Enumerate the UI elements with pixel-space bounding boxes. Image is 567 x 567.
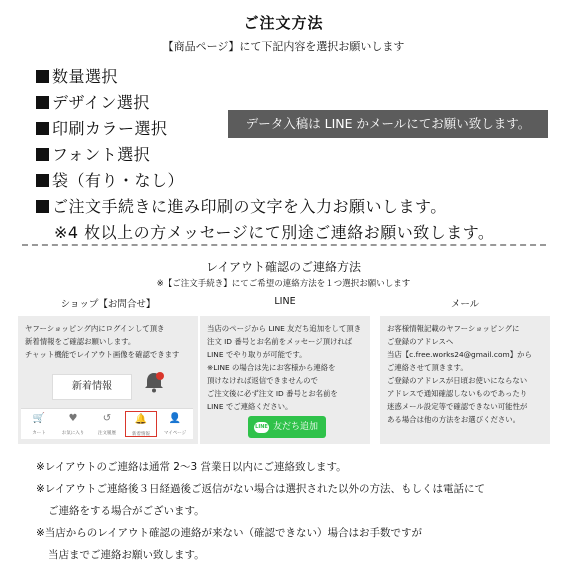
data-submission-banner: データ入稿は LINE かメールにてお願い致します。 bbox=[228, 110, 548, 138]
tab-cart[interactable]: 🛒 カート bbox=[23, 411, 55, 437]
mail-panel: お客様情報記載のヤフーショッピングに ご登録のアドレスへ 当店【c.free.works24@gmail.com】から ご連絡させて頂きます。 ご登録のアドレスが日頃お使いにならない アドレスで通知確認しないものであったり 迷惑メール設定等で確認できない可能性が ある場合は他の方法をお選びください。 bbox=[380, 316, 550, 444]
step-item: 数量選択 bbox=[36, 64, 494, 90]
step-item: 袋（有り・なし） bbox=[36, 168, 494, 194]
square-bullet-icon bbox=[36, 122, 49, 135]
step-item: 印刷カラー選択 bbox=[36, 116, 494, 142]
tab-order-history[interactable]: ↺ 注文履歴 bbox=[91, 411, 123, 437]
order-steps bbox=[36, 64, 494, 246]
note-line: ※レイアウトのご連絡は通常 2～3 営業日以内にご連絡致します。 bbox=[36, 461, 347, 473]
square-bullet-icon bbox=[36, 200, 49, 213]
square-bullet-icon bbox=[36, 70, 49, 83]
note-line: ※レイアウトご連絡後３日経過後ご返信がない場合は選択された以外の方法、もしくは電話にて bbox=[36, 483, 485, 495]
note-line: 当店までご連絡お願い致します。 bbox=[48, 549, 205, 561]
line-column-heading: LINE bbox=[274, 296, 296, 307]
cart-icon: 🛒 bbox=[32, 413, 46, 424]
shop-column-heading: ショップ【お問合せ】 bbox=[60, 299, 156, 310]
line-panel: 当店のページから LINE 友だち追加をして頂き 注文 ID 番号とお名前をメッセージ頂ければ LINE でやり取りが可能です。 ※LINE の場合は先にお客様から連絡を 頂けなければ返信できませんので ご注文後に必ず注文 ID 番号とお名前を LINE でご連絡ください。 LINE 友だち追加 bbox=[200, 316, 370, 444]
square-bullet-icon bbox=[36, 174, 49, 187]
step-item: デザイン選択 bbox=[36, 90, 494, 116]
line-logo-icon: LINE bbox=[254, 422, 269, 433]
line-add-friend-button[interactable]: LINE 友だち追加 bbox=[248, 416, 326, 438]
bell-icon: 🔔 bbox=[134, 414, 148, 425]
step-item: ご注文手続きに進み印刷の文字を入力お願いします。 bbox=[36, 194, 494, 220]
tab-my-page[interactable]: 👤 マイページ bbox=[159, 411, 191, 437]
step-item: フォント選択 bbox=[36, 142, 494, 168]
page-subtitle: 【商品ページ】にて下記内容を選択お願いします bbox=[162, 40, 405, 53]
tab-favorites[interactable]: ♥ お気に入り bbox=[57, 411, 89, 437]
note-line: ※当店からのレイアウト確認の連絡が来ない（確認できない）場合はお手数ですが bbox=[36, 527, 422, 539]
shop-panel: ヤフーショッピング内にログインして頂き 新着情報をご確認お願いします。 チャット機能でレイアウト画像を確認できます 新着情報 🛒 カート ♥ お気に入り ↺ 注文履歴 🔔 新着情報 👤 マイページ bbox=[18, 316, 198, 444]
heart-icon: ♥ bbox=[68, 413, 78, 424]
square-bullet-icon bbox=[36, 96, 49, 109]
square-bullet-icon bbox=[36, 148, 49, 161]
layout-section-title: レイアウト確認のご連絡方法 bbox=[205, 260, 362, 274]
note-line: ご連絡をする場合がございます。 bbox=[48, 505, 205, 517]
history-icon: ↺ bbox=[102, 413, 112, 424]
tab-new-info[interactable]: 🔔 新着情報 bbox=[125, 411, 157, 437]
footer-notes bbox=[36, 456, 485, 566]
dashed-divider bbox=[22, 244, 546, 246]
page-title: ご注文方法 bbox=[243, 14, 324, 32]
shop-tab-bar bbox=[21, 408, 193, 439]
layout-section-subtitle: ※【ご注文手続き】にてご希望の連絡方法を１つ選択お願いします bbox=[156, 279, 411, 289]
bell-icon bbox=[140, 370, 168, 394]
user-icon: 👤 bbox=[168, 413, 182, 424]
mail-column-heading: メール bbox=[450, 299, 480, 310]
new-info-button[interactable]: 新着情報 bbox=[52, 374, 132, 400]
steps-note: ※4 枚以上の方メッセージにて別途ご連絡お願い致します。 bbox=[54, 223, 495, 242]
